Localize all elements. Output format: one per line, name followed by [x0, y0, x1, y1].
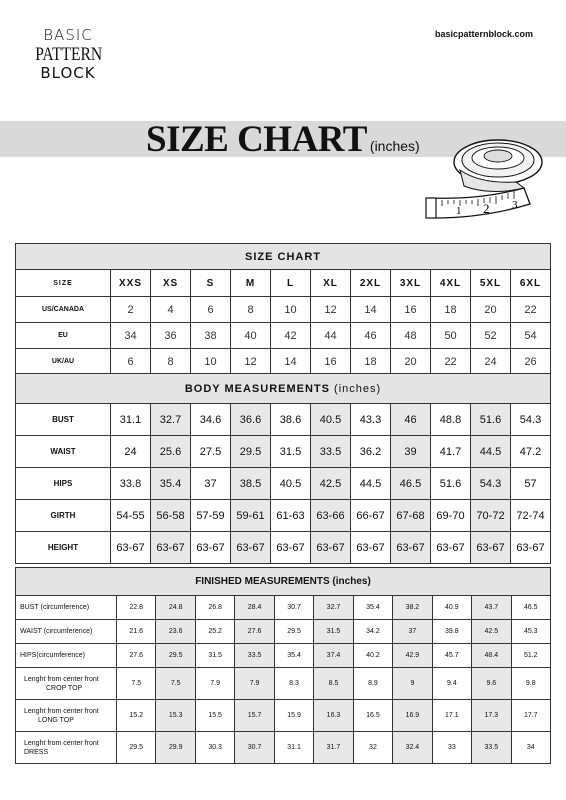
table-cell: 69-70: [431, 500, 471, 532]
table-cell: 14: [271, 349, 311, 375]
page-title-main: SIZE CHART: [146, 119, 367, 160]
row-label: HEIGHT: [16, 532, 111, 564]
table-cell: 38.2: [393, 596, 432, 620]
table-row: [16, 500, 551, 532]
table-cell: 40: [231, 323, 271, 349]
table-cell: 38.5: [231, 468, 271, 500]
logo-line-block: BLOCK: [40, 64, 96, 82]
table-cell: 36.2: [351, 436, 391, 468]
table-cell: 34: [111, 323, 151, 349]
table-cell: 17.1: [432, 700, 471, 732]
row-label-line2: DRESS: [24, 748, 49, 756]
table-cell: 8.3: [274, 668, 313, 700]
size-cell: S: [191, 270, 231, 297]
table-cell: 27.5: [191, 436, 231, 468]
logo-line-pattern: PATTERN: [35, 44, 103, 65]
table-cell: 29.5: [117, 732, 156, 764]
table-cell: 43.3: [351, 404, 391, 436]
table-cell: 12: [231, 349, 271, 375]
row-label-line2: CROP TOP: [46, 684, 83, 692]
table-cell: 29.5: [231, 436, 271, 468]
table-cell: 45.7: [432, 644, 471, 668]
table-cell: 16: [311, 349, 351, 375]
finished-measurements-header: FINISHED MEASUREMENTS (inches): [16, 568, 551, 596]
row-label: GIRTH: [16, 500, 111, 532]
table-cell: 9.4: [432, 668, 471, 700]
table-cell: 22: [431, 349, 471, 375]
table-cell: 45.3: [511, 620, 550, 644]
table-cell: 31.1: [274, 732, 313, 764]
table-cell: 66-67: [351, 500, 391, 532]
table-cell: 47.2: [511, 436, 551, 468]
table-row: [16, 668, 551, 700]
table-cell: 40.5: [271, 468, 311, 500]
row-label-line1: Lenght from center front: [24, 739, 99, 747]
table-cell: 38.6: [271, 404, 311, 436]
table-cell: 51.2: [511, 644, 550, 668]
tape-number: 2: [483, 201, 490, 216]
row-label: US/CANADA: [16, 297, 111, 323]
table-cell: 25.6: [151, 436, 191, 468]
table-header-row: [16, 568, 551, 596]
table-cell: 37: [393, 620, 432, 644]
table-cell: 17.3: [472, 700, 511, 732]
table-cell: 34: [511, 732, 550, 764]
table-cell: 24: [111, 436, 151, 468]
table-cell: 33.8: [111, 468, 151, 500]
table-header-row: [16, 374, 551, 404]
row-label: [16, 700, 117, 732]
table-cell: 29.5: [274, 620, 313, 644]
table-cell: 63-67: [191, 532, 231, 564]
table-cell: 16.3: [314, 700, 353, 732]
table-cell: 32.7: [314, 596, 353, 620]
table-cell: 35.4: [274, 644, 313, 668]
tape-number: 3: [512, 199, 518, 211]
table-cell: 4: [151, 297, 191, 323]
table-cell: 33.5: [235, 644, 274, 668]
row-label: SIZE: [16, 270, 111, 297]
table-cell: 18: [431, 297, 471, 323]
table-cell: 25.2: [195, 620, 234, 644]
size-chart-table: [15, 243, 551, 375]
size-cell: 2XL: [351, 270, 391, 297]
table-cell: 27.6: [235, 620, 274, 644]
table-cell: 10: [191, 349, 231, 375]
table-cell: 40.5: [311, 404, 351, 436]
table-cell: 12: [311, 297, 351, 323]
table-cell: 39: [391, 436, 431, 468]
table-cell: 7.9: [235, 668, 274, 700]
table-cell: 8.9: [353, 668, 392, 700]
table-cell: 33: [432, 732, 471, 764]
size-cell: 5XL: [471, 270, 511, 297]
size-cell: 3XL: [391, 270, 431, 297]
table-cell: 35.4: [151, 468, 191, 500]
table-cell: 31.5: [271, 436, 311, 468]
table-cell: 51.6: [471, 404, 511, 436]
table-cell: 37.4: [314, 644, 353, 668]
table-cell: 63-67: [351, 532, 391, 564]
table-cell: 37: [191, 468, 231, 500]
table-cell: 2: [111, 297, 151, 323]
table-cell: 31.5: [195, 644, 234, 668]
table-cell: 39.8: [432, 620, 471, 644]
page-title: [146, 119, 420, 160]
table-cell: 36: [151, 323, 191, 349]
table-cell: 40.2: [353, 644, 392, 668]
body-measurements-title: BODY MEASUREMENTS: [184, 382, 330, 395]
table-cell: 28.4: [235, 596, 274, 620]
table-cell: 7.5: [117, 668, 156, 700]
table-cell: 43.7: [472, 596, 511, 620]
table-cell: 9.6: [472, 668, 511, 700]
table-cell: 52: [471, 323, 511, 349]
table-cell: 63-66: [311, 500, 351, 532]
table-row: [16, 349, 551, 375]
table-cell: 35.4: [353, 596, 392, 620]
table-cell: 10: [271, 297, 311, 323]
table-cell: 67-68: [391, 500, 431, 532]
table-cell: 23.6: [156, 620, 195, 644]
table-cell: 15.2: [117, 700, 156, 732]
table-cell: 15.7: [235, 700, 274, 732]
table-cell: 9: [393, 668, 432, 700]
table-cell: 63-67: [431, 532, 471, 564]
table-cell: 15.9: [274, 700, 313, 732]
page-title-unit: (inches): [369, 138, 420, 154]
brand-logo: [28, 28, 108, 81]
row-label: [16, 668, 117, 700]
table-cell: 63-67: [231, 532, 271, 564]
row-label: WAIST: [16, 436, 111, 468]
table-cell: 46: [351, 323, 391, 349]
table-cell: 63-67: [151, 532, 191, 564]
table-cell: 42: [271, 323, 311, 349]
table-row: [16, 620, 551, 644]
table-row: [16, 404, 551, 436]
table-cell: 41.7: [431, 436, 471, 468]
table-header-row: [16, 244, 551, 270]
table-cell: 16.5: [353, 700, 392, 732]
table-row: [16, 270, 551, 297]
table-cell: 15.3: [156, 700, 195, 732]
table-cell: 6: [191, 297, 231, 323]
table-cell: 63-67: [511, 532, 551, 564]
table-cell: 26: [511, 349, 551, 375]
row-label: HIPS(circumference): [16, 644, 117, 668]
size-cell: L: [271, 270, 311, 297]
table-cell: 21.6: [117, 620, 156, 644]
table-cell: 9.8: [511, 668, 550, 700]
table-row: [16, 468, 551, 500]
table-row: [16, 596, 551, 620]
table-cell: 38: [191, 323, 231, 349]
table-cell: 57: [511, 468, 551, 500]
size-cell: XL: [311, 270, 351, 297]
row-label: BUST (circumference): [16, 596, 117, 620]
table-cell: 30.3: [195, 732, 234, 764]
table-cell: 18: [351, 349, 391, 375]
table-cell: 51.6: [431, 468, 471, 500]
table-cell: 63-67: [471, 532, 511, 564]
table-row: [16, 297, 551, 323]
table-cell: 42.5: [311, 468, 351, 500]
table-cell: 17.7: [511, 700, 550, 732]
size-cell: 4XL: [431, 270, 471, 297]
table-cell: 33.5: [472, 732, 511, 764]
table-cell: 44: [311, 323, 351, 349]
body-measurements-header: [16, 374, 551, 404]
table-cell: 63-67: [311, 532, 351, 564]
table-cell: 44.5: [351, 468, 391, 500]
row-label-line1: Lenght from center front: [24, 707, 99, 715]
table-cell: 31.1: [111, 404, 151, 436]
row-label: [16, 732, 117, 764]
table-cell: 26.8: [195, 596, 234, 620]
table-cell: 48: [391, 323, 431, 349]
table-cell: 15.5: [195, 700, 234, 732]
tape-number: 1: [456, 205, 462, 217]
table-cell: 54: [511, 323, 551, 349]
table-cell: 20: [471, 297, 511, 323]
size-cell: XS: [151, 270, 191, 297]
table-cell: 36.6: [231, 404, 271, 436]
row-label: UK/AU: [16, 349, 111, 375]
row-label: HIPS: [16, 468, 111, 500]
table-cell: 33.5: [311, 436, 351, 468]
table-cell: 63-67: [111, 532, 151, 564]
table-cell: 24: [471, 349, 511, 375]
table-cell: 30.7: [274, 596, 313, 620]
table-cell: 31.7: [314, 732, 353, 764]
table-row: [16, 436, 551, 468]
table-cell: 34.2: [353, 620, 392, 644]
row-label-line2: LONG TOP: [38, 716, 74, 724]
table-cell: 34.6: [191, 404, 231, 436]
table-cell: 29.5: [156, 644, 195, 668]
table-cell: 6: [111, 349, 151, 375]
finished-measurements-table: [15, 567, 551, 764]
table-cell: 32.4: [393, 732, 432, 764]
table-cell: 8: [151, 349, 191, 375]
table-cell: 46.5: [391, 468, 431, 500]
table-cell: 30.7: [235, 732, 274, 764]
table-cell: 29.9: [156, 732, 195, 764]
table-cell: 54.3: [511, 404, 551, 436]
table-cell: 32: [353, 732, 392, 764]
table-cell: 22.8: [117, 596, 156, 620]
table-cell: 50: [431, 323, 471, 349]
row-label-line1: Lenght from center front: [24, 675, 99, 683]
table-cell: 7.5: [156, 668, 195, 700]
table-cell: 7.9: [195, 668, 234, 700]
body-measurements-unit: (inches): [334, 382, 382, 395]
row-label: WAIST (circumference): [16, 620, 117, 644]
table-cell: 40.9: [432, 596, 471, 620]
body-measurements-table: [15, 373, 551, 564]
table-cell: 54-55: [111, 500, 151, 532]
table-row: [16, 323, 551, 349]
table-cell: 32.7: [151, 404, 191, 436]
table-cell: 42.9: [393, 644, 432, 668]
row-label: BUST: [16, 404, 111, 436]
table-cell: 16.9: [393, 700, 432, 732]
table-row: [16, 644, 551, 668]
table-row: [16, 732, 551, 764]
table-row: [16, 532, 551, 564]
table-cell: 31.5: [314, 620, 353, 644]
size-cell: M: [231, 270, 271, 297]
table-cell: 22: [511, 297, 551, 323]
table-cell: 63-67: [391, 532, 431, 564]
table-cell: 72-74: [511, 500, 551, 532]
table-cell: 16: [391, 297, 431, 323]
table-cell: 57-59: [191, 500, 231, 532]
table-cell: 46: [391, 404, 431, 436]
table-cell: 63-67: [271, 532, 311, 564]
table-cell: 27.6: [117, 644, 156, 668]
table-cell: 59-61: [231, 500, 271, 532]
size-chart-header: SIZE CHART: [16, 244, 551, 270]
table-cell: 56-58: [151, 500, 191, 532]
measuring-tape-icon: [420, 134, 548, 226]
size-cell: XXS: [111, 270, 151, 297]
table-cell: 20: [391, 349, 431, 375]
table-row: [16, 700, 551, 732]
table-cell: 8: [231, 297, 271, 323]
table-cell: 24.8: [156, 596, 195, 620]
table-cell: 14: [351, 297, 391, 323]
table-cell: 48.8: [431, 404, 471, 436]
table-cell: 61-63: [271, 500, 311, 532]
table-cell: 54.3: [471, 468, 511, 500]
logo-line-basic: BASIC: [43, 26, 93, 44]
table-cell: 70-72: [471, 500, 511, 532]
table-cell: 44.5: [471, 436, 511, 468]
size-cell: 6XL: [511, 270, 551, 297]
table-cell: 8.5: [314, 668, 353, 700]
table-cell: 42.5: [472, 620, 511, 644]
table-cell: 46.5: [511, 596, 550, 620]
website-link[interactable]: basicpatternblock.com: [434, 29, 533, 39]
table-cell: 48.4: [472, 644, 511, 668]
row-label: EU: [16, 323, 111, 349]
